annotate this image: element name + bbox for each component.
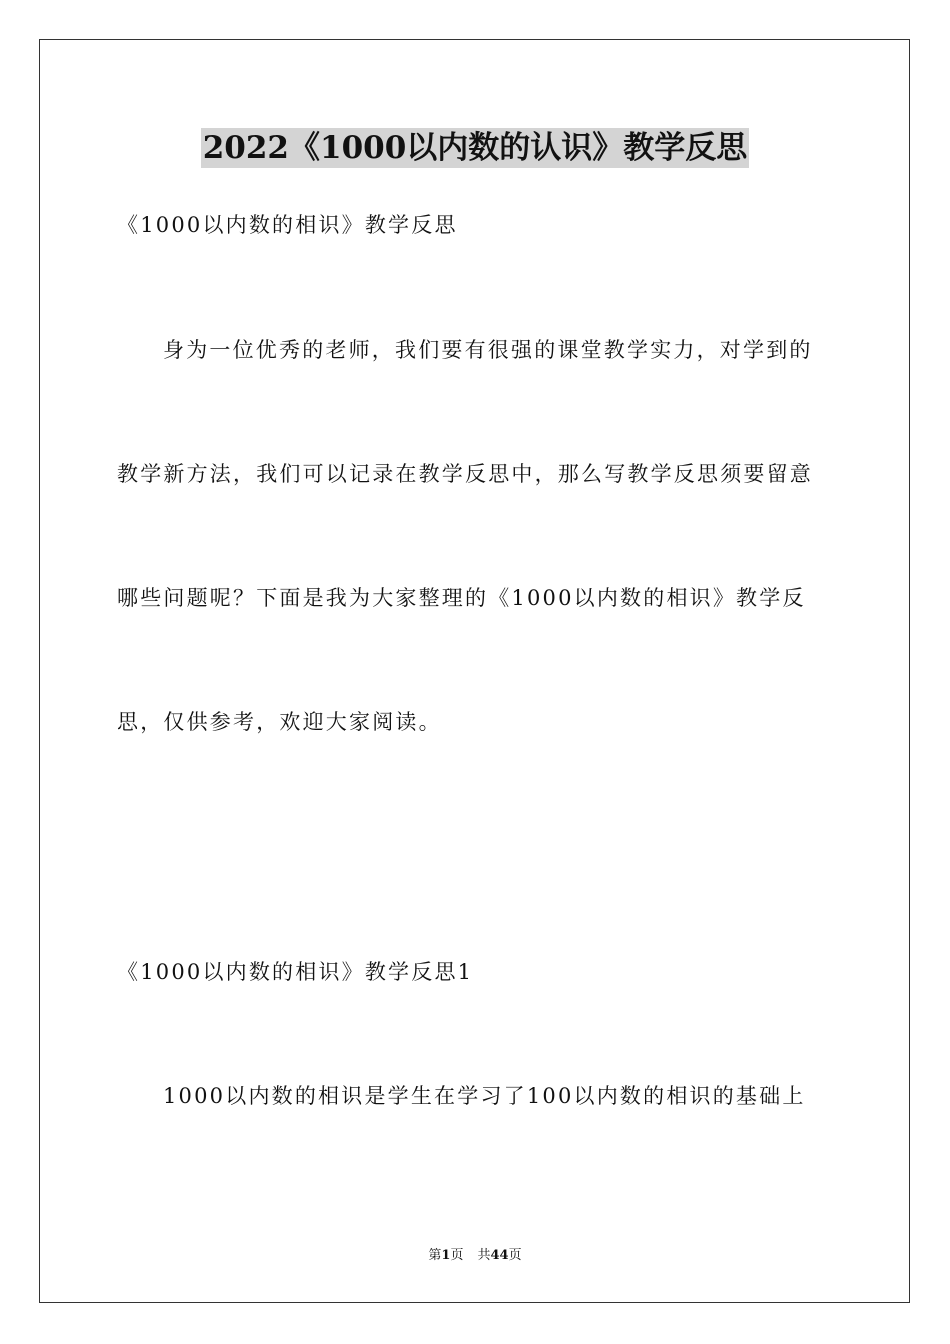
intro-line-2: 教学新方法，我们可以记录在教学反思中，那么写教学反思须要留意 [117,462,813,486]
page-prefix: 第 [428,1248,442,1263]
subtitle: 《1000以内数的相识》教学反思 [117,213,458,237]
total-pages: 44 [490,1248,509,1263]
section-paragraph-line-1: 1000以内数的相识是学生在学习了100以内数的相识的基础上 [163,1084,806,1108]
document-title: 2022《1000以内数的认识》教学反思 [202,130,748,166]
page-number: 1 [441,1248,451,1263]
intro-line-1: 身为一位优秀的老师，我们要有很强的课堂教学实力，对学到的 [163,338,813,362]
title-container [0,128,950,168]
section-heading: 《1000以内数的相识》教学反思1 [117,960,474,984]
total-suffix: 页 [508,1248,522,1263]
intro-line-3: 哪些问题呢？下面是我为大家整理的《1000以内数的相识》教学反 [117,586,806,610]
intro-line-4: 思，仅供参考，欢迎大家阅读。 [117,710,442,734]
page-suffix: 页 [450,1248,464,1263]
total-prefix: 共 [477,1248,491,1263]
page-footer [0,1247,950,1265]
